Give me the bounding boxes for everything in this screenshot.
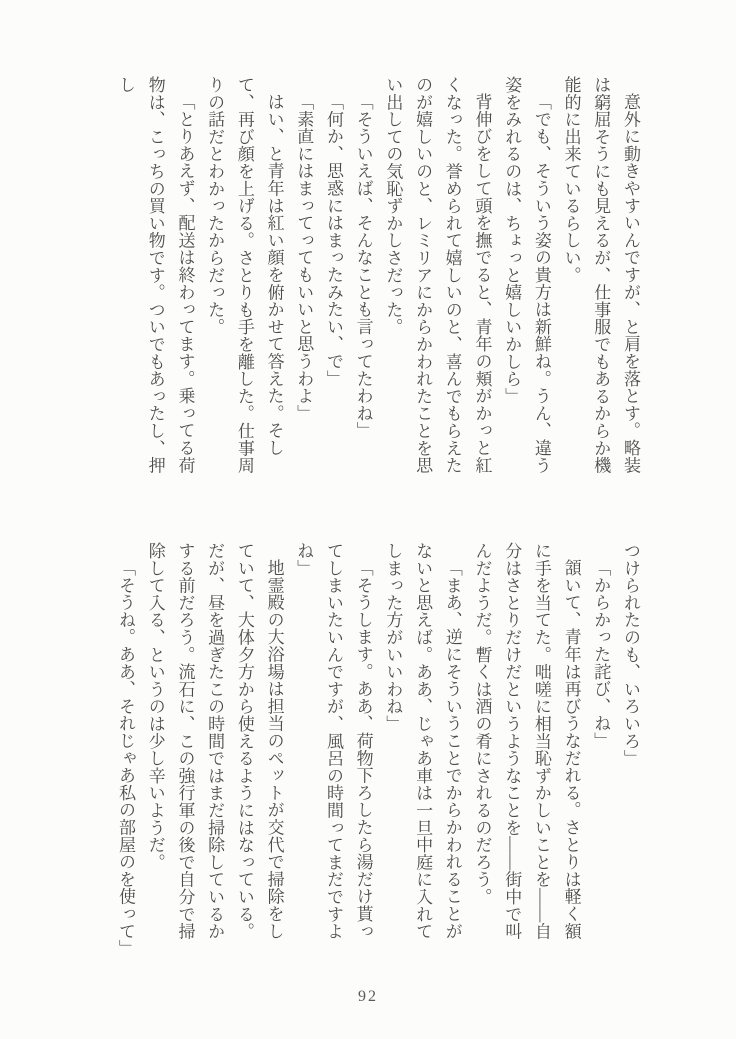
paragraph-dialogue-6: 「からかった詫び、ね」: [591, 559, 611, 750]
paragraph-dialogue-9: 「そうね。ああ、それじゃあ私の部屋のを使って」: [116, 559, 136, 957]
paragraph-dialogue-7: 「まあ、逆にそういうことでからかわれることがないと思えば。ああ、じゃあ車は一旦中庭に入れてしまった方がいいわね」: [383, 542, 462, 940]
lower-text-block: [116, 542, 645, 957]
paragraph-narration-5: 地霊殿の大浴場は担当のペットが交代で掃除をしていて、大体夕方から使えるようにはなっている。だが、昼を過ぎたこの時間ではまだ掃除しているかする前だろう。流石に、この強行軍の後で自分で掃除して入る、というのは少し辛いようだ。: [145, 542, 284, 940]
page-number: 92: [358, 988, 378, 1005]
paragraph-dialogue-8: 「そうします。ああ、荷物下ろしたら湯だけ貰ってしまいたいんですが、風呂の時間ってまだですよね」: [294, 542, 373, 940]
paragraph-dialogue-5: 「とりあえず、配送は終わってます。乗ってる荷物は、こっちの買い物です。ついでもあったし、押し: [116, 76, 195, 474]
paragraph-dialogue-3: 「何か、思惑にはまったみたい、で」: [323, 93, 343, 388]
paragraph-narration-1: 意外に動きやすいんですが、と肩を落とす。略装は窮屈そうにも見えるが、仕事服でもあるからか機能的に出来ているらしい。: [561, 76, 640, 474]
paragraph-narration-2: 背伸びをして頭を撫でると、青年の頬がかっと紅くなった。誉められて嬉しいのと、喜んでもらえたのが嬉しいのと、レミリアにからかわれたことを思い出しての気恥ずかしさだった。: [383, 76, 492, 474]
paragraph-dialogue-2: 「そういえば、そんなことも言ってたわね」: [353, 93, 373, 439]
paragraph-narration-4: 頷いて、青年は再びうなだれる。さとりは軽く額に手を当てた。咄嗟に相当恥ずかしいことを――自分はさとりだけだというようなことを――街中で叫んだようだ。暫くは酒の肴にされるのだろう。: [472, 542, 581, 940]
paragraph-dialogue-5-continued: つけられたのも、いろいろ」: [621, 542, 640, 767]
upper-text-block: [116, 76, 645, 486]
paragraph-dialogue-4: 「素直にはまってってもいいと思うわよ」: [294, 93, 314, 422]
paragraph-narration-3: はい、と青年は紅い顔を俯かせて答えた。そして、再び顔を上げる。さとりも手を離した。仕事周りの話だとわかったからだった。: [205, 76, 284, 474]
paragraph-dialogue-1: 「でも、そういう姿の貴方は新鮮ね。うん、違う姿をみれるのは、ちょっと嬉しいかしら」: [502, 76, 551, 474]
